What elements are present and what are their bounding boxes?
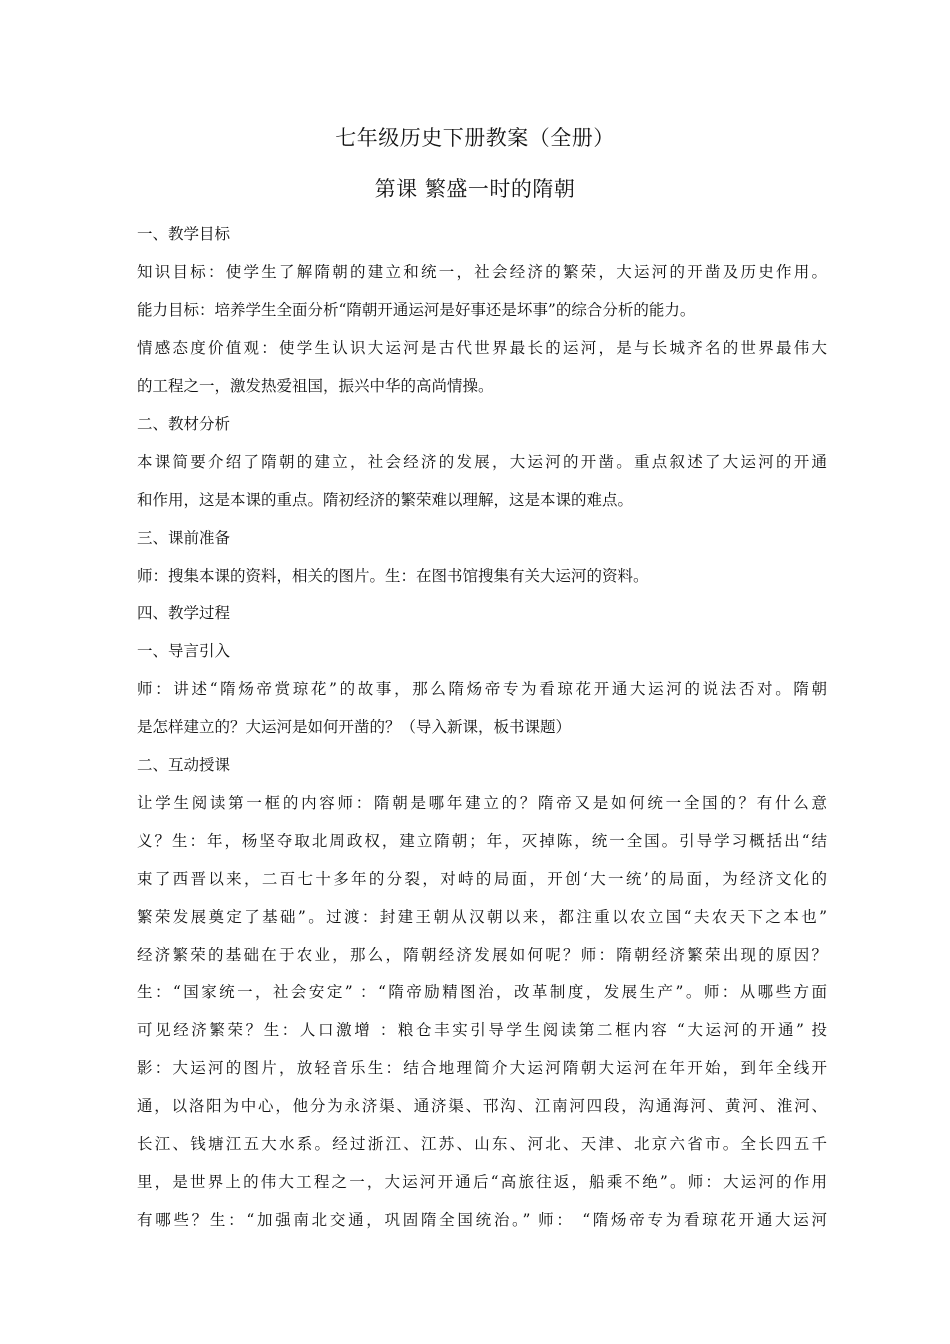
- paragraph-line: 和作用，这是本课的重点。隋初经济的繁荣难以理解，这是本课的难点。: [137, 491, 634, 509]
- paragraph-line: 长江、钱塘江五大水系。经过浙江、江苏、山东、河北、天津、北京六省市。全长四五千: [137, 1135, 827, 1153]
- paragraph-line: 影：大运河的图片，放轻音乐生：结合地理简介大运河隋朝大运河在年开始，到年全线开: [137, 1059, 827, 1077]
- section-heading: 三、课前准备: [137, 529, 231, 547]
- paragraph-line: 束了西晋以来，二百七十多年的分裂，对峙的局面，开创‘大一统’的局面，为经济文化的: [137, 870, 827, 888]
- paragraph-line: 知识目标：使学生了解隋朝的建立和统一，社会经济的繁荣，大运河的开凿及历史作用。: [137, 263, 827, 281]
- paragraph-line: 的工程之一，激发热爱祖国，振兴中华的高尚情操。: [137, 377, 494, 395]
- paragraph-line: 师：搜集本课的资料，相关的图片。生：在图书馆搜集有关大运河的资料。: [137, 567, 649, 585]
- paragraph-line: 里，是世界上的伟大工程之一，大运河开通后“高旅往返，船乘不绝”。师：大运河的作用: [137, 1173, 827, 1191]
- paragraph-line: 义？生：年，杨坚夺取北周政权，建立隋朝；年，灭掉陈，统一全国。引导学习概括出“结: [137, 832, 827, 850]
- paragraph-line: 师：讲述“隋炀帝赏琼花”的故事，那么隋炀帝专为看琼花开通大运河的说法否对。隋朝: [137, 680, 827, 698]
- section-heading: 四、教学过程: [137, 604, 231, 622]
- section-heading: 一、教学目标: [137, 225, 231, 243]
- paragraph-line: 情感态度价值观：使学生认识大运河是古代世界最长的运河，是与长城齐名的世界最伟大: [137, 339, 827, 357]
- paragraph-line: 经济繁荣的基础在于农业，那么，隋朝经济发展如何呢？师：隋朝经济繁荣出现的原因？: [137, 946, 827, 964]
- section-heading: 二、互动授课: [137, 756, 231, 774]
- paragraph-line: 繁荣发展奠定了基础”。过渡：封建王朝从汉朝以来，都注重以农立国“夫农天下之本也”: [137, 908, 827, 926]
- paragraph-line: 让学生阅读第一框的内容师：隋朝是哪年建立的？隋帝又是如何统一全国的？有什么意: [137, 794, 827, 812]
- paragraph-line: 是怎样建立的？大运河是如何开凿的？（导入新课，板书课题）: [137, 718, 572, 736]
- paragraph-line: 有哪些？生：“加强南北交通，巩固隋全国统治。” 师： “隋炀帝专为看琼花开通大运河: [137, 1211, 827, 1229]
- paragraph-line: 通，以洛阳为中心，他分为永济渠、通济渠、邗沟、江南河四段，沟通海河、黄河、淮河、: [137, 1097, 827, 1115]
- paragraph-line: 本课简要介绍了隋朝的建立，社会经济的发展，大运河的开凿。重点叙述了大运河的开通: [137, 453, 827, 471]
- section-heading: 一、导言引入: [137, 642, 231, 660]
- paragraph-line: 生：“国家统一，社会安定” ：“隋帝励精图治，改革制度，发展生产”。师：从哪些方面: [137, 983, 827, 1001]
- document-title: 七年级历史下册教案（全册）: [335, 126, 615, 150]
- paragraph-line: 可见经济繁荣？生：人口激增 ：粮仓丰实引导学生阅读第二框内容 “大运河的开通” 投: [137, 1021, 827, 1039]
- section-heading: 二、教材分析: [137, 415, 231, 433]
- lesson-title: 第课 繁盛一时的隋朝: [374, 177, 576, 201]
- paragraph-line: 能力目标：培养学生全面分析“隋朝开通运河是好事还是坏事”的综合分析的能力。: [137, 301, 696, 319]
